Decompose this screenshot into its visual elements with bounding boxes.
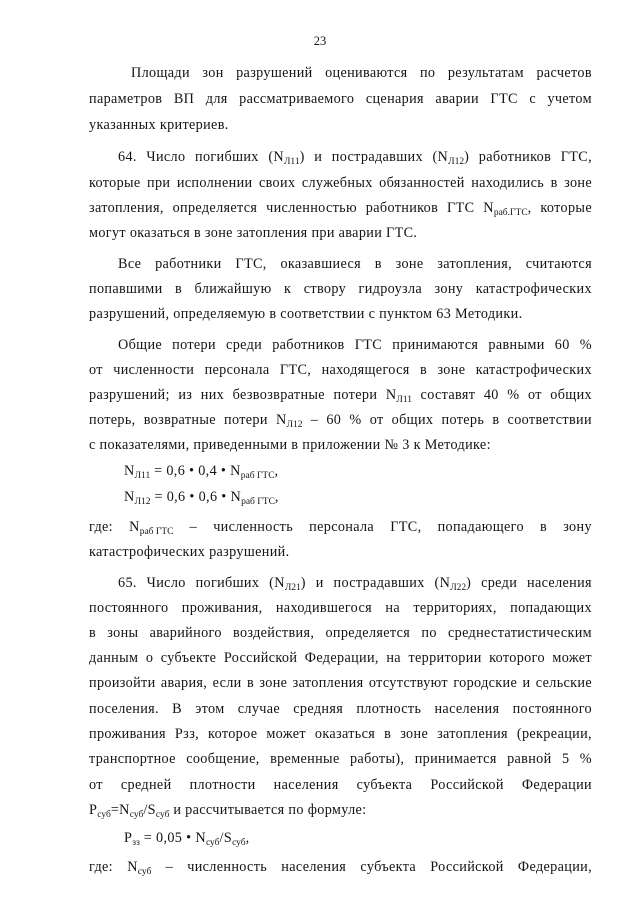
word: проживания, [181,600,263,616]
word: – [189,519,198,535]
word: разрушений [236,65,313,81]
word: Российской [430,777,504,793]
word: Федерации, [517,859,592,875]
text-line [118,148,592,166]
word: зоне [400,726,429,742]
word: если [212,675,242,691]
word: параметров [89,91,163,107]
word: аварии [435,91,479,107]
text-line: разрушений, определяемую в соответствии с пунктом 63 Методики. [89,306,523,322]
word: равной [507,751,552,767]
word: затопления [292,675,364,691]
word: в [492,412,500,428]
word: оказавшиеся [280,256,361,272]
word: находились [471,175,545,191]
word: персонала [204,362,270,378]
word: Общие [118,337,163,353]
text-line [89,674,592,692]
word: средняя [293,701,344,717]
word: отсутствуют [368,675,448,691]
word: принимается [414,751,497,767]
text-line [89,174,592,192]
word: рассматриваемого [239,91,355,107]
word: работников [365,200,439,216]
text-line [89,280,592,298]
word: зоне [259,675,288,691]
word: ГТС, [390,519,422,535]
word: произойти [89,675,156,691]
word: 60 [554,337,570,353]
word: $N_{раб ГТС}$ [129,519,174,537]
word: результатам [447,65,524,81]
word: работников [478,149,552,165]
word: 65. [118,575,137,591]
word: разрушений; [89,387,170,403]
word: работники [155,256,222,272]
word: погибших [195,149,259,165]
text-line [89,90,592,108]
word: катастрофических [475,362,592,378]
word: створу [303,281,347,297]
word: Все [118,256,142,272]
word: по [421,625,437,641]
word: плотность [356,701,422,717]
word: в [384,726,392,742]
word: ГТС, [279,362,312,378]
word: соответствии [507,412,592,428]
word: $N_{суб}$ [127,859,152,877]
word: может [552,650,592,666]
word: численность [213,519,294,535]
word: ГТС, [560,149,592,165]
text-line [89,386,592,404]
word: принимаются [392,337,479,353]
word: которые [89,175,141,191]
text-line: указанных критериев. [89,117,229,133]
word: городские [453,675,518,691]
text-line [89,725,592,743]
word: определяется [172,200,258,216]
word: по [419,65,436,81]
word: потери [172,337,216,353]
formula-line: $N_{Л11} = 0,6$ • 0,4 • $N_{раб ГТС}$, [124,463,279,481]
word: Российской [223,650,298,666]
word: Число [146,149,186,165]
word: находящегося [321,362,410,378]
text-line [89,361,592,379]
formula-line: $Р_{зз} = 0,05$ • $N_{суб}/S_{суб}$, [124,830,250,848]
word: $N_{Л11}$ [385,387,413,405]
word: определяется [325,625,411,641]
word: 64. [118,149,137,165]
word: своих [258,175,296,191]
word: сообщение, [186,751,260,767]
word: от [369,412,384,428]
word: служебных [301,175,373,191]
word: исполнении [176,175,253,191]
word: ГТС [447,200,475,216]
word: Федерации, [304,650,379,666]
word: где: [89,519,113,535]
text-line [89,199,592,217]
word: $(N_{Л21})$ [269,575,306,593]
word: равными [488,337,545,353]
word: временные [270,751,340,767]
word: населения [527,575,592,591]
word: – [165,859,174,875]
text-line [118,336,592,354]
word: оказаться [314,726,376,742]
word: % [579,337,592,353]
word: ВП [173,91,195,107]
word: в [246,675,255,691]
word: от [527,387,542,403]
word: % [349,412,362,428]
word: среди [481,575,518,591]
word: $(N_{Л11})$ [268,149,305,167]
word: в [175,281,183,297]
text-line: с показателями, приведенными в приложении № 3 к Методике: [89,437,491,453]
text-line [89,411,592,429]
word: субъекта [356,777,413,793]
word: авария, [160,675,208,691]
word: ГТС, [235,256,267,272]
text-line [118,255,592,273]
word: населения [281,859,347,875]
word: считаются [525,256,592,272]
word: зоне [564,175,592,191]
word: от [89,362,103,378]
word: этом [195,701,225,717]
word: зоне [395,256,424,272]
text-line [118,574,592,592]
word: % [507,387,520,403]
word: субъекта [360,859,417,875]
word: при [147,175,171,191]
word: аварийного [149,625,222,641]
word: ближайшую [194,281,272,297]
word: попавшими [89,281,163,297]
word: на [385,600,400,616]
word: зону [434,281,464,297]
text-line [131,64,592,82]
word: постоянного [89,600,169,616]
page-number: 23 [313,34,327,48]
word: от [89,777,103,793]
word: зоне [437,362,466,378]
word: сценария [365,91,424,107]
word: работников [272,337,345,353]
word: 40 [483,387,499,403]
word: работы), [349,751,405,767]
word: $(N_{Л12})$ [432,149,470,167]
word: воздействия, [233,625,315,641]
word: попадающего [437,519,524,535]
word: населения [434,701,500,717]
word: данным [89,650,139,666]
word: на [386,650,401,666]
word: – [310,412,319,428]
text-line: $Р_{суб}=N_{суб}/S_{суб}$ и рассчитывается по формуле: [89,802,367,820]
word: (рекреации, [516,726,592,742]
word: средней [120,777,172,793]
word: персонала [309,519,375,535]
word: в [540,519,548,535]
word: к [284,281,292,297]
word: численность [187,859,268,875]
word: в [550,175,558,191]
word: Федерации [521,777,592,793]
word: гидроузла [358,281,423,297]
word: территориях, [413,600,497,616]
word: $N_{Л12}$ [275,412,303,430]
word: потери [333,387,378,403]
text-line [89,649,592,667]
word: составят [420,387,476,403]
text-line [89,599,592,617]
word: сельские [535,675,592,691]
word: и [315,575,324,591]
word: возвратные [143,412,216,428]
formula-line: $N_{Л12} = 0,6$ • 0,6 • $N_{раб ГТС}$, [124,489,279,507]
word: которого [489,650,545,666]
word: $(N_{Л22})$ [434,575,472,593]
word: расчетов [536,65,592,81]
word: постоянного [512,701,592,717]
word: катастрофических [475,281,592,297]
word: и [522,675,531,691]
word: ГТС [354,337,383,353]
word: $N_{раб.ГТС}$, [483,200,532,218]
word: них [200,387,225,403]
word: численности [113,362,195,378]
word: территории [408,650,482,666]
word: 60 [326,412,342,428]
word: Рзз, [174,726,200,742]
word: потерь [441,412,485,428]
word: которое [208,726,258,742]
word: потерь, [89,412,136,428]
word: где: [89,859,113,875]
word: погибших [195,575,260,591]
word: потери [224,412,268,428]
word: в [374,256,382,272]
word: ГТС [490,91,518,107]
text-line: катастрофических разрушений. [89,544,290,560]
word: зон [202,65,224,81]
text-line [89,776,592,794]
text-line [89,858,592,876]
text-line [89,700,592,718]
word: субъекте [160,650,217,666]
word: Российской [430,859,504,875]
word: для [205,91,228,107]
word: Площади [131,65,190,81]
text-line [89,750,592,768]
word: о [145,650,154,666]
word: общих [391,412,434,428]
word: оцениваются [325,65,408,81]
word: 5 [561,751,570,767]
word: среди [226,337,263,353]
word: общих [550,387,592,403]
text-line [89,518,592,536]
text-line: могут оказаться в зоне затопления при аварии ГТС. [89,225,418,241]
word: зону [563,519,592,535]
word: которые [540,200,592,216]
word: пострадавших [333,575,425,591]
word: учетом [547,91,592,107]
word: безвозвратные [232,387,325,403]
word: % [579,751,592,767]
word: В [172,701,182,717]
word: затопления [437,726,508,742]
word: затопления, [437,256,512,272]
word: численностью [266,200,357,216]
word: в [419,362,428,378]
word: Число [146,575,186,591]
word: находившегося [275,600,373,616]
text-line [89,624,592,642]
word: и [314,149,323,165]
word: среднестатистическим [447,625,592,641]
word: населения [273,777,339,793]
word: случае [237,701,281,717]
word: попадающих [510,600,592,616]
word: проживания [89,726,166,742]
word: транспортное [89,751,176,767]
word: поселения. [89,701,159,717]
word: плотности [189,777,256,793]
word: из [178,387,193,403]
word: зоны [107,625,139,641]
word: в [89,625,97,641]
word: обязанностей [379,175,465,191]
word: с [529,91,536,107]
word: пострадавших [331,149,423,165]
word: может [266,726,306,742]
word: затопления, [89,200,164,216]
